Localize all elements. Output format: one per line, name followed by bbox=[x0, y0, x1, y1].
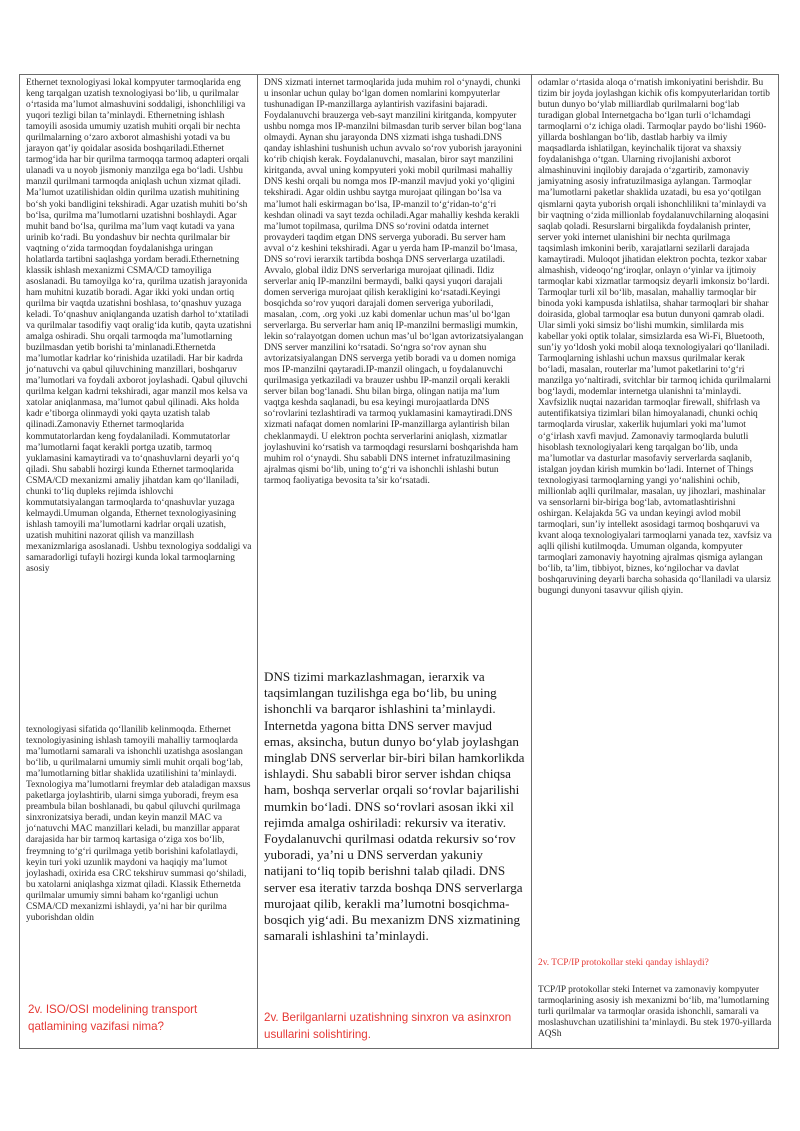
question-heading: 2v. ISO/OSI modelining transport qatlamining vazifasi nima? bbox=[28, 1003, 198, 1033]
question-heading: 2v. TCP/IP protokollar steki qanday ishlaydi? bbox=[538, 958, 709, 968]
body-text: odamlar o‘rtasida aloqa o‘rnatish imkoniyatini berishdir. Bu tizim bir joyda joylashgan kichik ofis kompyuterlaridan tortib butun dunyo bo‘ylab milliardlab qurilmalarni bog‘lab turadigan global Internetgacha bo‘lgan turli o‘lchamdagi tarmoqlarni o‘z ichiga oladi. Tarmoqlar paydo bo‘lishi 1960-yillarda boshlangan bo‘lib, dastlab harbiy va ilmiy maqsadlarda ishlatilgan, keyinchalik tijorat va shaxsiy foydalanishga o‘tgan. Ularning rivojlanishi axborot almashinuvini inqilobiy darajada o‘zgartirib, zamonaviy jamiyatning asosiy infratuzilmasiga aylangan. Tarmoqlar ma’lumotlarni paketlar shaklida uzatadi, bu esa yo‘qotilgan qismlarni qayta yuborish orqali ishonchlilikni ta’minlaydi va bir vaqtning o‘zida millionlab foydalanuvchilarning aloqasini saqlab qoladi. Resurslarni birgalikda foydalanish printer, server yoki internet ulanishini bir nechta qurilmaga taqsimlash imkonini berib, xarajatlarni sezilarli darajada kamaytiradi. Muloqot jihatidan elektron pochta, tezkor xabar almashish, videoqo‘ng‘iroqlar, onlayn o‘yinlar va ijtimoiy tarmoqlar kabi xizmatlar tarmoqsiz deyarli imkonsiz bo‘lardi. Tarmoqlar turli xil bo‘lib, masalan, mahalliy tarmoqlar bir binoda yoki kampusda ishlatilsa, shahar tarmoqlari bir shahar doirasida, global tarmoqlar esa butun dunyoni qamrab oladi. Ular simli yoki simsiz bo‘lishi mumkin, simlilarda mis kabellar yoki optik tolalar, simsizlarda esa Wi-Fi, Bluetooth, sun’iy yo‘ldosh yoki mobil aloqa texnologiyalari qo‘llaniladi. Tarmoqlarning ishlashi uchun maxsus qurilmalar kerak bo‘ladi, masalan, routerlar ma’lumot paketlarini to‘g‘ri manzilga yo‘naltiradi, svitchlar bir tarmoq ichida qurilmalarni bog‘laydi, modemlar internetga ulanishni ta’minlaydi. Xavfsizlik nuqtai nazaridan tarmoqlar firewall, shifrlash va autentifikatsiya tizimlari bilan himoyalanadi, chunki ochiq tarmoqlarda viruslar, xakerlik hujumlari yoki ma’lumot o‘g‘irlash xavfi mavjud. Zamonaviy tarmoqlarda bulutli hisoblash texnologiyalari keng tarqalgan bo‘lib, unda ma’lumotlar va dasturlar masofaviy serverlarda saqlanib, istalgan joydan kirish mumkin bo‘ladi. Internet of Things texnologiyasi tarmoqlarning yangi yo‘nalishini ochib, millionlab aqlli qurilmalar, masalan, uy jihozlari, mashinalar va sensorlarni bir-biriga bog‘lab, avtomatlashtirishni oshirgan. Kelajakda 5G va undan keyingi avlod mobil tarmoqlari, sun’iy intellekt asosidagi tarmoq boshqaruvi va kvant aloqa texnologiyalari tarmoqlarni yanada tez, xavfsiz va aqlli qilishi kutilmoqda. Umuman olganda, kompyuter tarmoqlari zamonaviy hayotning ajralmas qismiga aylangan bo‘lib, ta’lim, tibbiyot, biznes, ko‘ngilochar va davlat boshqaruvining deyarli barcha sohasida qo‘llaniladi va ularsiz bugungi dunyoni tasavvur qilish qiyin. bbox=[538, 78, 772, 597]
body-text: texnologiyasi sifatida qo‘llanilib kelinmoqda. Ethernet texnologiyasining ishlash tamoyili mahalliy tarmoqlarda ma’lumotlarni samarali va ishonchli uzatishga asoslangan bo‘lib, u qurilmalarni umumiy simli muhit orqali bog‘lab, ma’lumotlarning bitlar shaklida uzatilishini ta’minlaydi. Texnologiya ma’lumotlarni freymlar deb ataladigan maxsus paketlarga joylashtirib, ularni simga yuboradi, freym esa preambula bilan boshlanadi, bu qabul qiluvchi qurilmaga sinxronizatsiya beradi, undan keyin manzil MAC va jo‘natuvchi MAC manzillari keladi, bu manzillar apparat darajasida har bir tarmoq kartasiga o‘ziga xos bo‘lib, freymning to‘g‘ri qurilmaga yetib borishini kafolatlaydi, keyin turi yoki uzunlik maydoni va haqiqiy ma’lumot joylashadi, oxirida esa CRC tekshiruv summasi qo‘shiladi, bu xatolarni aniqlashga xizmat qiladi. Klassik Ethernetda qurilmalar umumiy simni baham ko‘rganligi uchun CSMA/CD mexanizmi ishlaydi, ya’ni har bir qurilma yuborishdan oldin bbox=[26, 725, 251, 923]
body-text: DNS xizmati internet tarmoqlarida juda muhim rol o‘ynaydi, chunki u insonlar uchun qulay bo‘lgan domen nomlarini kompyuterlar tushunadigan IP-manzillarga aylantirish vazifasini bajaradi. Foydalanuvchi brauzerga veb-sayt manzilini kiritganda, kompyuter ushbu nomga mos IP-manzilni bilmasdan turib server bilan bog‘lana olmaydi. Aynan shu jarayonda DNS xizmati ishga tushadi.DNS qanday ishlashini tushunish uchun avvalo so‘rov yuborish jarayonini ko‘rib chiqish kerak. Foydalanuvchi, masalan, biror sayt manzilini kiritganda, avval uning kompyuteri yoki mobil qurilmasi mahalliy DNS keshi orqali bu nomga mos IP-manzil mavjud yoki yo‘qligini tekshiradi. Agar oldin ushbu saytga murojaat qilingan bo‘lsa va ma’lumot hali eskirmagan bo‘lsa, IP-manzil to‘g‘ridan-to‘g‘ri keshdan olinadi va sayt tezda ochiladi.Agar mahalliy keshda kerakli ma’lumot topilmasa, qurilma DNS so‘rovini odatda internet provayderi taqdim etgan DNS serverga yuboradi. Bu server ham avval o‘z keshini tekshiradi. Agar u yerda ham IP-manzil bo‘lmasa, DNS so‘rovi ierarxik tartibda boshqa DNS serverlarga uzatiladi. Avvalo, global ildiz DNS serverlariga murojaat qilinadi. Ildiz serverlar aniq IP-manzilni bermaydi, balki qaysi yuqori darajali domen serveriga murojaat qilish kerakligini ko‘rsatadi.Keyingi bosqichda so‘rov yuqori darajali domen serveriga yuboriladi, masalan, .com, .org yoki .uz kabi domenlar uchun mas’ul bo‘lgan serverlarga. Bu serverlar ham aniq IP-manzilni bermasligi mumkin, lekin so‘ralayotgan domen uchun mas’ul bo‘lgan avtorizatsiyalangan DNS server manzilini ko‘rsatadi. So‘ngra so‘rov aynan shu avtorizatsiyalangan DNS serverga yetib boradi va u domen nomiga mos IP-manzilni qaytaradi.IP-manzil olingach, u foydalanuvchi qurilmasiga yetkaziladi va brauzer ushbu IP-manzil orqali kerakli server bilan bog‘lanadi. Shu bilan birga, olingan natija ma’lum vaqtga keshda saqlanadi, bu esa keyingi murojaatlarda DNS so‘rovlarini tezlashtiradi va tarmoq yuklamasini kamaytiradi.DNS xizmati nafaqat domen nomlarini IP-manzillarga aylantirish bilan cheklanmaydi. U elektron pochta serverlarini aniqlash, xizmatlar joylashuvini ko‘rsatish va tarmoqdagi resurslarni boshqarishda ham muhim rol o‘ynaydi. Shu sababli DNS internet infratuzilmasining ajralmas qismi bo‘lib, uning to‘g‘ri va ishonchli ishlashi butun tarmoq faoliyatiga bevosita ta’sir ko‘rsatadi. bbox=[264, 78, 524, 486]
document-sheet bbox=[19, 74, 779, 1049]
column-2 bbox=[258, 75, 532, 1048]
body-text: Ethernet texnologiyasi lokal kompyuter tarmoqlarida eng keng tarqalgan uzatish texnologiyasi bo‘lib, u qurilmalar o‘rtasida ma’lumot almashuvini soddaligi, ishonchliligi va yuqori tezligi bilan ta’minlaydi. Ethernetning ishlash tamoyili asosida umumiy uzatish muhiti orqali bir nechta qurilmalarning o‘zaro axborot almashishi yotadi va bu jarayon qat’iy qoidalar asosida boshqariladi.Ethernet tarmog‘ida har bir qurilma tarmoqqa tarmoq adapteri orqali ulanadi va u noyob jismoniy manzilga ega bo‘ladi. Ushbu manzil qurilmani tarmoqda aniqlash uchun xizmat qiladi. Ma’lumot uzatilishidan oldin qurilma uzatish muhitining bo‘sh yoki bandligini tekshiradi. Agar uzatish muhiti bo‘sh bo‘lsa, qurilma ma’lumotlarni uzatishni boshlaydi. Agar muhit band bo‘lsa, qurilma ma’lum vaqt kutadi va yana urinib ko‘radi. Bu yondashuv bir nechta qurilmalar bir vaqtning o‘zida tarmoqdan foydalanishga uringan holatlarda tartibni saqlashga yordam beradi.Ethernetning klassik ishlash mexanizmi CSMA/CD tamoyiliga asoslanadi. Bu tamoyilga ko‘ra, qurilma uzatish jarayonida ham muhitni kuzatib boradi. Agar ikki yoki undan ortiq qurilma bir vaqtda uzatishni boshlasa, to‘qnashuv yuzaga keladi. To‘qnashuv aniqlanganda uzatish darhol to‘xtatiladi va qurilmalar tasodifiy vaqt oralig‘ida kutib, qayta uzatishni amalga oshiradi. Shu orqali tarmoqda ma’lumotlarning buzilmasdan yetib borishi ta’minlanadi.Ethernetda ma’lumotlar kadrlar ko‘rinishida uzatiladi. Har bir kadrda jo‘natuvchi va qabul qiluvchining manzillari, boshqaruv ma’lumotlari va foydali axborot joylashadi. Qabul qiluvchi qurilma kelgan kadrni tekshiradi, agar manzil mos kelsa va xatolar aniqlanmasa, ma’lumot qabul qilinadi. Aks holda kadr e’tiborga olinmaydi yoki qayta uzatish talab qilinadi.Zamonaviy Ethernet tarmoqlarida kommutatorlardan keng foydalaniladi. Kommutatorlar ma’lumotlarni faqat kerakli portga uzatib, tarmoq yuklamasini kamaytiradi va to‘qnashuvlarni deyarli yo‘q qiladi. Shu sababli hozirgi kunda Ethernet tarmoqlarida CSMA/CD mexanizmi amaliy jihatdan kam qo‘llaniladi, chunki to‘liq dupleks rejimda ishlovchi kommutatsiyalangan tarmoqlarda to‘qnashuvlar yuzaga kelmaydi.Umuman olganda, Ethernet texnologiyasining ishlash tamoyili ma’lumotlarni kadrlar orqali uzatish, uzatish muhitini nazorat qilish va manzillash mexanizmlariga asoslanadi. Ushbu texnologiya soddaligi va samaradorligi tufayli hozirgi kunda lokal tarmoqlarning asosiy bbox=[26, 78, 252, 575]
column-1 bbox=[20, 75, 258, 1048]
question-heading: 2v. Berilganlarni uzatishning sinxron va asinxron usullarini solishtiring. bbox=[264, 1011, 512, 1041]
body-text-large: DNS tizimi markazlashmagan, ierarxik va taqsimlangan tuzilishga ega bo‘lib, bu uning ishonchli va barqaror ishlashini ta’minlaydi. Internetda yagona bitta DNS server mavjud emas, aksincha, butun dunyo bo‘ylab joylashgan minglab DNS serverlar bir-biri bilan hamkorlikda ishlaydi. Shu sababli biror server ishdan chiqsa ham, boshqa serverlar orqali so‘rovlar bajarilishi mumkin bo‘ladi. DNS so‘rovlari asosan ikki xil rejimda amalga oshiriladi: rekursiv va iterativ. Foydalanuvchi qurilmasi odatda rekursiv so‘rov yuboradi, ya’ni u DNS serverdan yakuniy natijani to‘liq topib berishni talab qiladi. DNS server esa iterativ tarzda boshqa DNS serverlarga murojaat qilib, kerakli ma’lumotni bosqichma-bosqich yig‘adi. Bu mexanizm DNS xizmatining samarali ishlashini ta’minlaydi. bbox=[264, 669, 525, 944]
body-text: TCP/IP protokollar steki Internet va zamonaviy kompyuter tarmoqlarining asosiy ish mexanizmi bo‘lib, ma’lumotlarning turli qurilmalar va tarmoqlar orasida ishonchli, samarali va moslashuvchan uzatilishini ta’minlaydi. Bu stek 1970-yillarda AQSh bbox=[538, 985, 772, 1040]
column-3 bbox=[532, 75, 778, 1048]
